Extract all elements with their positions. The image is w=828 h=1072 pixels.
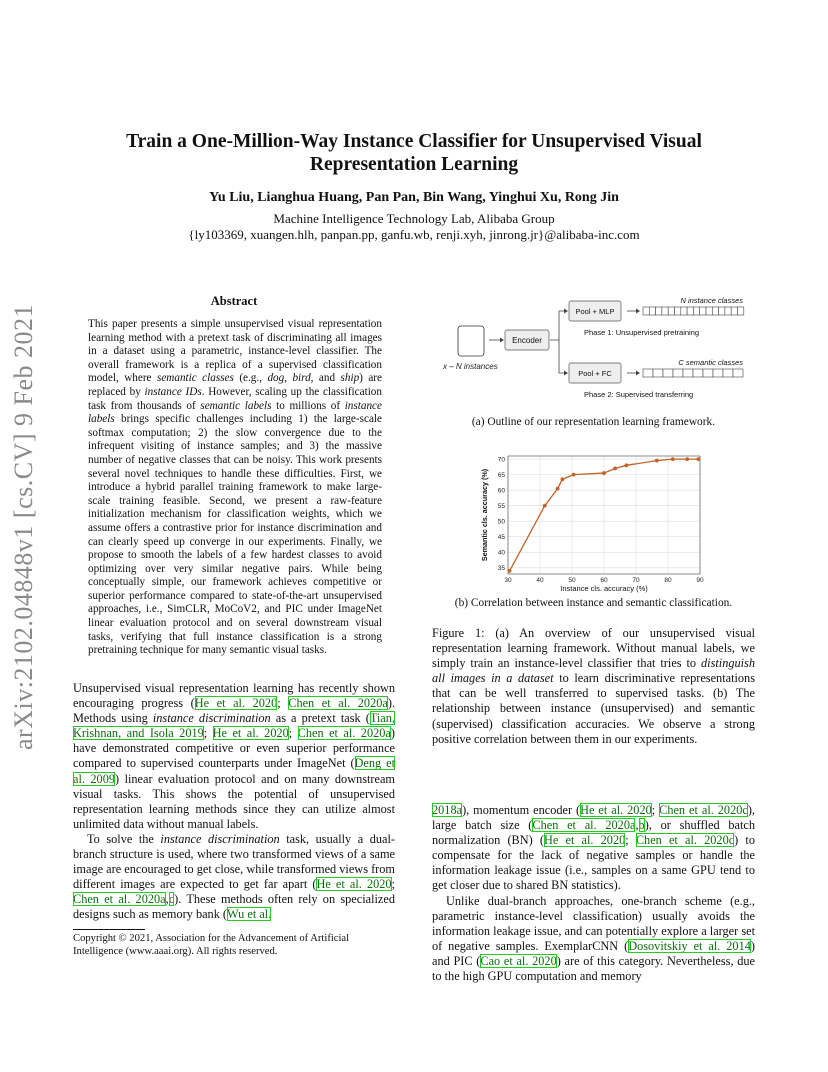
text-run: ), or shuffled batch normalization (BN) ( [432, 818, 756, 848]
class-cell [738, 307, 744, 315]
instance-class-vector [643, 307, 744, 315]
class-cell [725, 307, 731, 315]
arrow-head-icon [500, 338, 504, 343]
intro-paragraph-2 [73, 832, 395, 923]
text-run: , [635, 818, 639, 833]
class-cell [706, 307, 712, 315]
citation-link[interactable]: Deng et al. 2009 [73, 756, 395, 786]
citation-link[interactable]: Wu et al. [227, 907, 272, 922]
emph: instance discrimination [152, 711, 271, 726]
abstract-emph: dog, bird, [267, 372, 314, 385]
class-cell [723, 369, 733, 377]
affiliation-block [100, 211, 728, 243]
text-run: task, usually a dual-branch structure is used, where two transformed views of a same image are encouraged to get close, while transformed views from different images are expected to get far apart ( [73, 831, 395, 892]
x-tick-label: 40 [536, 577, 544, 584]
emph: instance discrimination [160, 831, 280, 846]
y-tick-label: 45 [497, 534, 505, 542]
abstract-emph: semantic labels [200, 399, 272, 412]
x-tick-label: 50 [568, 577, 576, 584]
class-cell [681, 307, 687, 315]
data-point [508, 569, 512, 573]
abstract-emph: instance labels [88, 399, 382, 426]
citation-link[interactable]: Chen et al. 2020a [73, 892, 166, 907]
arrow-head-icon [636, 371, 640, 376]
text-run: ) to compensate for the lack of negative samples or handle the information leakage issue (i.e., samples on a same GPU tend to get closer due to shared BN statistics). [432, 833, 755, 893]
data-point [685, 457, 689, 461]
text-run: To solve the [87, 831, 161, 846]
n-classes-label: N instance classes [680, 296, 743, 305]
y-tick-label: 60 [497, 487, 505, 495]
arrow-head-icon [564, 309, 568, 314]
abstract-heading: Abstract [210, 294, 258, 308]
semantic-class-vector [643, 369, 743, 377]
data-point [697, 457, 701, 461]
emph: distinguish all images in a dataset [432, 656, 755, 686]
text-run: ) have demonstrated competitive or even superior performance compared to supervised counterparts under ImageNet ( [73, 726, 395, 771]
class-cell [731, 307, 737, 315]
abstract-emph: semantic classes [156, 372, 234, 385]
abstract-text-run: and [313, 372, 341, 385]
abstract-text-run: brings specific challenges including 1) the large-scale softmax computation; 2) the slow convergence due to the infrequent visiting of instance samples; and 3) the massive number of negative classes that can be noisy. This work presents several novel techniques to handle these difficulties. First, we introduce a hybrid parallel training framework to make large-scale training feasible. Second, we present a raw-feature initialization mechanism for classification weights, which we assume offers a contrastive prior for instance discrimination and can clearly speed up converge in our experiments. Finally, we propose to smooth the labels of a few hardest classes to avoid optimizing over very similar negative pairs. While being conceptually simple, our framework achieves competitive or superior performance compared to state-of-the-art unsupervised approaches, i.e., SimCLR, MoCoV2, and PIC under ImageNet linear evaluation protocol and on several downstream visual tasks, verifying that full instance classification is a strong pretraining technique for many semantic visual tasks. [88, 413, 382, 657]
text-run: ; [288, 726, 298, 741]
class-cell [643, 307, 649, 315]
citation-link[interactable]: Chen et al. 2020c [659, 803, 748, 817]
x-tick-label: 70 [632, 577, 640, 584]
text-run: Unsupervised visual representation learning has recently shown encouraging progress ( [73, 681, 395, 711]
citation-link[interactable]: c [168, 892, 175, 907]
phase1-label: Phase 1: Unsupervised pretraining [584, 328, 700, 337]
text-run: Figure 1: (a) An overview of our unsupervised visual representation learning framework. Without manual labels, we simply train an instance-level classifier that tries to [432, 626, 755, 671]
text-run: ; [625, 833, 636, 848]
copyright-footnote: Copyright © 2021, Association for the Advancement of Artificial Intelligence (www.aaai.org). All rights reserved. [73, 933, 350, 957]
author-list: Yu Liu, Lianghua Huang, Pan Pan, Bin Wang, Yinghui Xu, Rong Jin [209, 190, 619, 205]
text-run: as a pretext task ( [270, 711, 370, 726]
data-point [602, 471, 606, 475]
text-run: Unlike dual-branch approaches, one-branch scheme (e.g., parametric instance-level classification) usually avoids the information leakage issue, and can potentially explore a larger set of negative samples. ExemplarCNN ( [432, 893, 755, 953]
citation-link[interactable]: Tian, Krishnan, and Isola 2019 [73, 711, 395, 741]
text-run: ). Methods using [73, 696, 396, 726]
pool-mlp-label: Pool + MLP [575, 307, 615, 316]
abstract-text [88, 318, 382, 658]
data-point [572, 473, 576, 477]
class-cell [693, 369, 703, 377]
class-cell [673, 369, 683, 377]
x-tick-label: 30 [504, 577, 512, 584]
citation-link[interactable]: He et al. 2020 [544, 833, 626, 848]
right-paragraph-1 [432, 803, 755, 894]
class-cell [675, 307, 681, 315]
abstract-text-run: to millions of [271, 399, 345, 412]
x-tick-label: 80 [664, 577, 672, 584]
text-run: , [165, 892, 169, 907]
phase2-label: Phase 2: Supervised transferring [584, 390, 694, 399]
text-run: ). These methods often rely on specialized designs such as memory bank ( [73, 892, 395, 922]
x-axis-label: Instance cls. accuracy (%) [560, 584, 648, 593]
y-tick-label: 40 [497, 549, 505, 557]
correlation-chart [478, 448, 714, 596]
class-cell [712, 307, 718, 315]
class-cell [662, 307, 668, 315]
data-point [556, 487, 560, 491]
y-axis-label: Semantic cls. accuracy (%) [480, 468, 489, 562]
affiliation: Machine Intelligence Technology Lab, Alibaba Group [273, 211, 555, 226]
arrow-head-icon [564, 371, 568, 376]
citation-link[interactable]: 2018a [432, 803, 463, 817]
citation-link[interactable]: He et al. 2020 [316, 877, 392, 892]
paper-title: Train a One-Million-Way Instance Classifier for Unsupervised Visual Representation Learning [126, 131, 702, 175]
abstract-emph: instance IDs [144, 385, 202, 398]
data-point [625, 463, 629, 467]
right-column [432, 803, 755, 984]
input-label: x – N instances [443, 362, 498, 371]
abstract-text-run: . However, scaling up the classification task from thousands of [88, 385, 382, 412]
figure-caption [432, 626, 755, 747]
y-tick-label: 70 [497, 456, 505, 464]
text-run: to learn discriminative representations that can be well transferred to supervised tasks. (b) The relationship between instance (unsupervised) and semantic (supervised) classification accuracies. We observe a strong positive correlation between them in our experiments. [432, 671, 755, 746]
citation-link[interactable]: Dosovitskiy et al. 2014 [628, 938, 751, 953]
y-tick-label: 50 [497, 518, 505, 526]
abstract-text-run: (e.g., [233, 372, 268, 385]
citation-link[interactable]: He et al. 2020 [580, 803, 652, 817]
text-run: ), momentum encoder ( [462, 803, 581, 817]
abstract-emph: ship [340, 372, 360, 385]
abstract-text-run: ) are replaced by [88, 372, 382, 398]
y-tick-label: 35 [497, 565, 505, 573]
branch-arrows [550, 311, 564, 373]
pool-fc-label: Pool + FC [578, 369, 612, 378]
text-run: ; [651, 803, 660, 817]
data-point [671, 457, 675, 461]
citation-link[interactable]: He et al. 2020 [194, 696, 278, 711]
right-paragraph-2 [432, 894, 755, 985]
citation-link[interactable]: Chen et al. 2020c [635, 833, 735, 848]
footnote-rule [73, 929, 145, 930]
class-cell [693, 307, 699, 315]
x-tick-label: 60 [600, 577, 608, 584]
text-run: ), large batch size ( [432, 803, 755, 833]
class-cell [733, 369, 743, 377]
data-point [655, 459, 659, 463]
input-image-box [458, 326, 484, 356]
class-cell [700, 307, 706, 315]
citation-link[interactable]: Cao et al. 2020 [480, 953, 557, 968]
caption-a: (a) Outline of our representation learning framework. [471, 416, 716, 428]
data-point [613, 467, 617, 471]
x-tick-label: 90 [696, 577, 704, 584]
arrow-head-icon [636, 309, 640, 314]
class-cell [643, 369, 653, 377]
class-cell [656, 307, 662, 315]
class-cell [653, 369, 663, 377]
class-cell [703, 369, 713, 377]
y-tick-label: 65 [497, 471, 505, 479]
c-classes-label: C semantic classes [678, 358, 743, 367]
caption-b: (b) Correlation between instance and semantic classification. [454, 597, 733, 609]
y-tick-label: 55 [497, 502, 505, 510]
framework-diagram [440, 292, 760, 404]
class-cell [649, 307, 655, 315]
citation-link[interactable]: Chen et al. 2020a [297, 726, 391, 741]
intro-column [73, 681, 395, 923]
intro-paragraph-1 [73, 681, 395, 832]
email-list: {ly103369, xuangen.hlh, panpan.pp, ganfu.wb, renji.xyh, jinrong.jr}@alibaba-inc.com [188, 227, 640, 242]
citation-link[interactable]: b [638, 818, 645, 833]
text-run: ; [203, 726, 213, 741]
citation-link[interactable]: Chen et al. 2020a [288, 696, 388, 711]
class-cell [683, 369, 693, 377]
class-cell [713, 369, 723, 377]
text-run: ; [391, 877, 395, 892]
class-cell [668, 307, 674, 315]
citation-link[interactable]: Chen et al. 2020a [532, 818, 636, 833]
class-cell [663, 369, 673, 377]
citation-link[interactable]: He et al. 2020 [212, 726, 289, 741]
data-point [561, 477, 565, 481]
encoder-label: Encoder [512, 336, 542, 345]
data-point [543, 504, 547, 508]
text-run: ) linear evaluation protocol and on many downstream visual tasks. This shows the potential of unsupervised representation learning methods since they can utilize almost unlimited data without manual labels. [73, 771, 396, 831]
class-cell [719, 307, 725, 315]
text-run: ) and PIC ( [432, 938, 755, 968]
abstract-text-run: This paper presents a simple unsupervised visual representation learning method with a pretext task of discriminating all images in a dataset using a parametric, instance-level classifier. The overall framework is a replica of a supervised classification model, where [88, 318, 382, 385]
arxiv-stamp: arXiv:2102.04848v1 [cs.CV] 9 Feb 2021 [9, 303, 38, 751]
class-cell [687, 307, 693, 315]
text-run: ; [277, 696, 289, 711]
text-run: ) are of this category. Nevertheless, due to the high GPU computation and memory [432, 953, 755, 984]
